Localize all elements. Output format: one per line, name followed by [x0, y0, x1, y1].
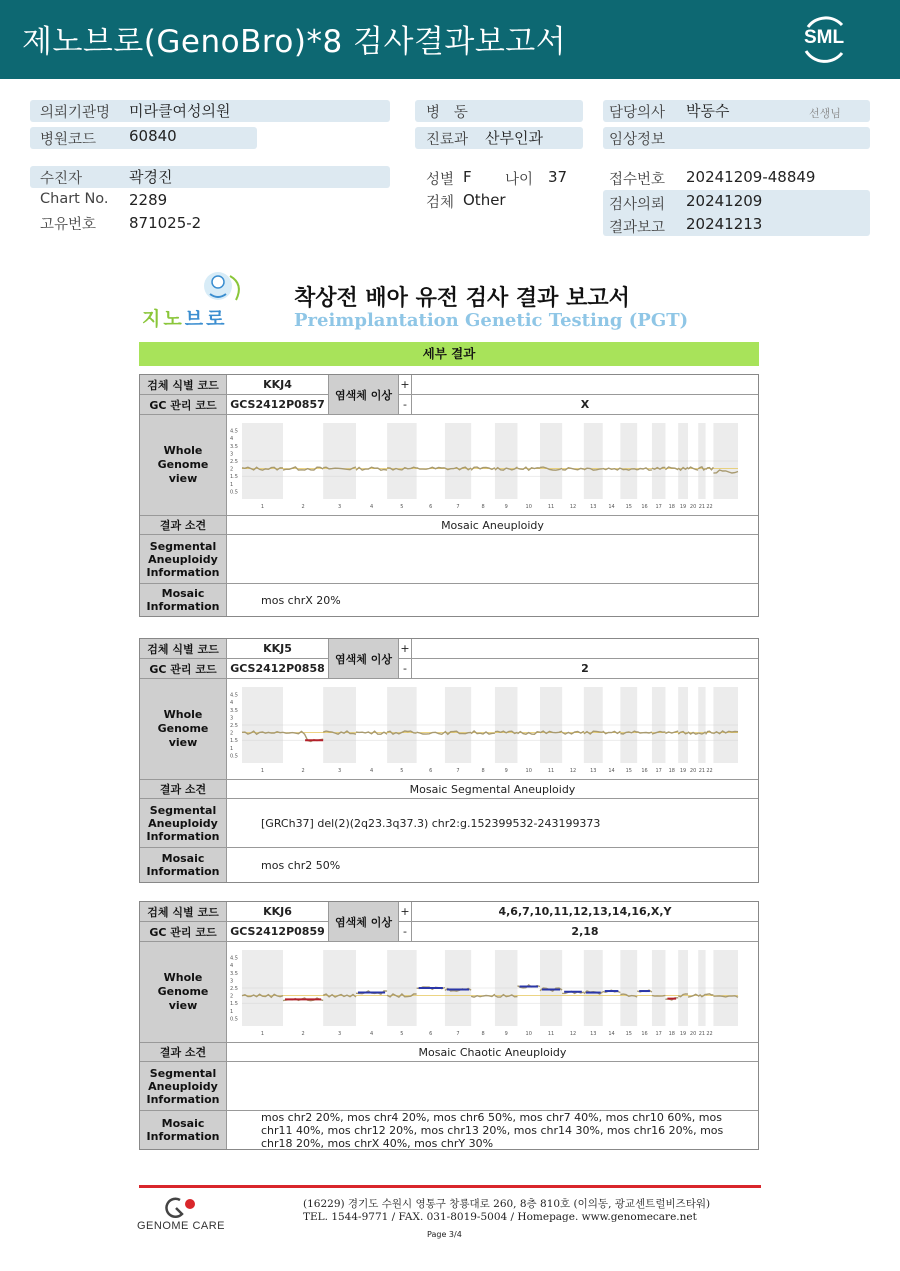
x-tick: 22 — [706, 768, 713, 774]
x-tick: 11 — [547, 504, 555, 510]
gc-code-row — [140, 659, 758, 679]
x-tick: 17 — [655, 504, 662, 510]
sex-value: F — [463, 168, 472, 186]
x-tick: 8 — [481, 1031, 485, 1037]
gc-code-value: GCS2412P0857 — [227, 395, 329, 414]
pgt-title: 착상전 배아 유전 검사 결과 보고서 — [294, 286, 630, 311]
sample-id-label: 검체 식별 코드 — [140, 902, 227, 921]
chart-no-value: 2289 — [129, 191, 168, 209]
x-tick: 1 — [260, 504, 265, 510]
hospital-code-value: 60840 — [129, 127, 177, 145]
y-tick: 3.5 — [230, 707, 238, 714]
y-tick: 0.5 — [230, 753, 238, 760]
y-tick: 4 — [230, 963, 234, 970]
x-tick: 7 — [456, 1031, 460, 1037]
cn-trace — [652, 995, 666, 996]
sample-id-value: KKJ6 — [227, 902, 329, 921]
genome-care-name: GENOME CARE — [137, 1220, 226, 1232]
institution-label: 의뢰기관명 — [40, 105, 111, 121]
segmental-value — [227, 535, 758, 583]
gain-value — [412, 375, 758, 394]
segmental-row — [140, 1062, 758, 1111]
x-tick: 18 — [668, 768, 675, 774]
genome-plot — [228, 417, 742, 511]
gc-code-value: GCS2412P0859 — [227, 922, 329, 941]
y-tick: 3 — [230, 978, 234, 985]
x-tick: 4 — [369, 768, 374, 774]
x-tick: 16 — [641, 768, 648, 774]
x-tick: 15 — [625, 768, 632, 774]
doctor-value: 박동수 — [686, 102, 730, 120]
footer-rule — [139, 1185, 761, 1188]
sample-table — [139, 374, 759, 617]
y-tick: 2 — [230, 730, 234, 737]
mosaic-row — [140, 848, 758, 882]
x-tick: 4 — [369, 1031, 374, 1037]
finding-row — [140, 780, 758, 799]
report-date-value: 20241213 — [686, 215, 763, 233]
gc-code-row — [140, 395, 758, 415]
x-tick: 13 — [590, 1031, 597, 1037]
x-tick: 19 — [679, 504, 687, 510]
x-tick: 17 — [655, 768, 662, 774]
unique-id-value: 871025-2 — [129, 214, 202, 232]
mosaic-row — [140, 1111, 758, 1149]
detail-results-bar: 세부 결과 — [139, 342, 759, 366]
x-tick: 8 — [481, 504, 485, 510]
sample-id-row — [140, 639, 758, 659]
x-tick: 15 — [625, 504, 632, 510]
dept-label: 진료과 — [426, 132, 469, 148]
gc-code-value: GCS2412P0858 — [227, 659, 329, 678]
patient-name-label: 수진자 — [40, 171, 83, 187]
finding-label: 결과 소견 — [140, 780, 227, 798]
segmental-row — [140, 799, 758, 848]
x-tick: 3 — [337, 768, 342, 774]
request-value: 20241209 — [686, 192, 763, 210]
x-tick: 6 — [429, 504, 433, 510]
gain-sign: + — [399, 375, 412, 394]
patient-name-value: 곽경진 — [129, 168, 173, 186]
sample-id-value: KKJ4 — [227, 375, 329, 394]
hospital-code-label: 병원코드 — [40, 132, 97, 148]
gain-sign: + — [399, 902, 412, 921]
gain-value: 4,6,7,10,11,12,13,14,16,X,Y — [498, 905, 672, 918]
genome-view-label: Whole Genome view — [140, 942, 227, 1042]
age-value: 37 — [548, 168, 568, 186]
genome-view-row — [140, 415, 758, 516]
x-tick: 10 — [525, 504, 532, 510]
sample-id-row — [140, 375, 758, 395]
segmental-value — [227, 1062, 758, 1110]
x-tick: 12 — [569, 504, 577, 510]
x-tick: 5 — [400, 1031, 404, 1037]
x-tick: 5 — [400, 504, 404, 510]
finding-row — [140, 1043, 758, 1062]
y-tick: 2.5 — [230, 723, 238, 729]
x-tick: 14 — [608, 768, 615, 774]
y-tick: 2 — [230, 466, 234, 473]
page-number: Page 3/4 — [427, 1230, 462, 1239]
y-tick: 3.5 — [230, 443, 238, 450]
mosaic-label: Mosaic Information — [140, 1111, 227, 1149]
chrom-abnormality-label: 염색체 이상 — [329, 375, 399, 415]
y-tick: 1.5 — [230, 1001, 238, 1008]
mosaic-label: Mosaic Information — [140, 584, 227, 616]
y-tick: 1 — [230, 481, 234, 488]
x-tick: 13 — [590, 504, 597, 510]
genome-view-label: Whole Genome view — [140, 679, 227, 779]
x-tick: 21 — [698, 1031, 706, 1037]
gc-code-label: GC 관리 코드 — [140, 659, 227, 678]
y-tick: 4 — [230, 436, 234, 443]
y-tick: 4.5 — [230, 955, 238, 962]
x-tick: 3 — [337, 504, 342, 510]
x-tick: 10 — [525, 768, 532, 774]
x-tick: 7 — [456, 504, 460, 510]
x-tick: 10 — [525, 1031, 532, 1037]
address-line: (16229) 경기도 수원시 영통구 창룡대로 260, 8층 810호 (이의동, 광교센트럴비즈타워) — [303, 1198, 711, 1210]
logo-text-blue: 브로 — [184, 308, 228, 330]
x-tick: 9 — [504, 768, 508, 774]
x-tick: 13 — [590, 768, 597, 774]
doctor-label: 담당의사 — [609, 105, 666, 121]
receipt-value: 20241209-48849 — [686, 168, 816, 186]
loss-value: 2 — [581, 662, 589, 675]
y-tick: 4 — [230, 700, 234, 707]
x-tick: 3 — [337, 1031, 342, 1037]
x-tick: 20 — [689, 504, 697, 510]
chrom-abnormality-label: 염색체 이상 — [329, 902, 399, 942]
dept-value: 산부인과 — [485, 129, 543, 147]
loss-value: X — [580, 398, 590, 411]
y-tick: 1.5 — [230, 474, 238, 481]
institution-value: 미라클여성의원 — [129, 102, 231, 120]
doctor-suffix: 선생님 — [809, 107, 841, 120]
sample-table — [139, 638, 759, 883]
x-tick: 19 — [679, 1031, 687, 1037]
loss-sign: - — [399, 395, 412, 414]
loss-value: 2,18 — [571, 925, 599, 938]
x-tick: 1 — [260, 1031, 265, 1037]
loss-sign: - — [399, 659, 412, 678]
report-date-label: 결과보고 — [609, 220, 666, 236]
segmental-label: Segmental Aneuploidy Information — [140, 535, 227, 583]
sample-table — [139, 901, 759, 1150]
segmental-label: Segmental Aneuploidy Information — [140, 799, 227, 847]
header-bar — [0, 0, 900, 79]
x-tick: 1 — [260, 768, 265, 774]
gc-code-label: GC 관리 코드 — [140, 922, 227, 941]
genome-view-row — [140, 679, 758, 780]
x-tick: 2 — [301, 1031, 305, 1037]
chart-no-label: Chart No. — [40, 191, 109, 207]
x-tick: 2 — [301, 768, 305, 774]
x-tick: 6 — [429, 1031, 433, 1037]
pill-patient-name — [30, 166, 390, 188]
segmental-row — [140, 535, 758, 584]
x-tick: 6 — [429, 768, 433, 774]
y-tick: 2 — [230, 993, 234, 1000]
x-tick: 11 — [547, 768, 555, 774]
y-tick: 4.5 — [230, 428, 238, 435]
footer-address — [303, 1198, 710, 1224]
x-tick: 5 — [400, 768, 404, 774]
y-tick: 0.5 — [230, 1016, 238, 1023]
x-tick: 22 — [706, 504, 713, 510]
y-tick: 3.5 — [230, 970, 238, 977]
sample-id-value: KKJ5 — [227, 639, 329, 658]
finding-row — [140, 516, 758, 535]
y-tick: 1 — [230, 745, 234, 752]
segmental-label: Segmental Aneuploidy Information — [140, 1062, 227, 1110]
genome-plot — [228, 681, 742, 775]
pgt-subtitle: Preimplantation Genetic Testing (PGT) — [294, 310, 689, 331]
x-tick: 20 — [689, 768, 697, 774]
gain-sign: + — [399, 639, 412, 658]
y-tick: 0.5 — [230, 489, 238, 496]
x-tick: 14 — [608, 504, 615, 510]
x-tick: 15 — [625, 1031, 632, 1037]
chrom-abnormality-label: 염색체 이상 — [329, 639, 399, 679]
mosaic-row — [140, 584, 758, 616]
sample-id-row — [140, 902, 758, 922]
gc-code-row — [140, 922, 758, 942]
finding-label: 결과 소견 — [140, 516, 227, 534]
mosaic-value: mos chr2 20%, mos chr4 20%, mos chr6 50%, mos chr7 40%, mos chr10 60%, mos chr11 40%, mos chr12 20%, mos chr13 20%, mos chr14 30%, mos chr16 20%, mos chr18 20%, mos chrX 40%, mos chrY 30% — [261, 1110, 724, 1150]
sml-logo: SML — [798, 13, 850, 65]
x-tick: 20 — [689, 1031, 697, 1037]
y-tick: 4.5 — [230, 692, 238, 699]
clinical-label: 임상정보 — [609, 132, 666, 148]
x-tick: 4 — [369, 504, 374, 510]
x-tick: 21 — [698, 768, 706, 774]
x-tick: 14 — [608, 1031, 615, 1037]
specimen-label: 검체 — [426, 195, 455, 211]
ward-label: 병 동 — [426, 105, 468, 121]
x-tick: 2 — [301, 504, 305, 510]
x-tick: 19 — [679, 768, 687, 774]
y-tick: 3 — [230, 715, 234, 722]
genobro-logo — [140, 270, 255, 332]
x-tick: 12 — [569, 1031, 577, 1037]
y-tick: 2.5 — [230, 986, 238, 992]
finding-label: 결과 소견 — [140, 1043, 227, 1061]
request-label: 검사의뢰 — [609, 197, 666, 213]
x-tick: 16 — [641, 1031, 648, 1037]
x-tick: 11 — [547, 1031, 555, 1037]
x-tick: 12 — [569, 768, 577, 774]
gc-code-label: GC 관리 코드 — [140, 395, 227, 414]
x-tick: 16 — [641, 504, 648, 510]
x-tick: 21 — [698, 504, 706, 510]
genome-view-label: Whole Genome view — [140, 415, 227, 515]
contact-line: TEL. 1544-9771 / FAX. 031-8019-5004 / Homepage. www.genomecare.net — [303, 1211, 697, 1223]
sex-label: 성별 — [426, 172, 455, 188]
y-tick: 3 — [230, 451, 234, 458]
x-tick: 18 — [668, 504, 675, 510]
x-tick: 8 — [481, 768, 485, 774]
sample-id-label: 검체 식별 코드 — [140, 375, 227, 394]
report-title: 제노브로(GenoBro)*8 검사결과보고서 — [22, 24, 567, 60]
y-tick: 1 — [230, 1008, 234, 1015]
age-label: 나이 — [505, 172, 534, 188]
x-tick: 9 — [504, 504, 508, 510]
loss-sign: - — [399, 922, 412, 941]
logo-text-green: 지노 — [142, 308, 185, 330]
sample-id-label: 검체 식별 코드 — [140, 639, 227, 658]
mosaic-label: Mosaic Information — [140, 848, 227, 882]
x-tick: 18 — [668, 1031, 675, 1037]
genome-plot — [228, 944, 742, 1038]
y-tick: 1.5 — [230, 738, 238, 745]
gain-value — [412, 639, 758, 658]
mosaic-value: mos chr2 50% — [261, 858, 341, 872]
unique-id-label: 고유번호 — [40, 217, 97, 233]
finding-value: Mosaic Aneuploidy — [441, 518, 544, 532]
x-tick: 22 — [706, 1031, 713, 1037]
mosaic-value: mos chrX 20% — [261, 593, 341, 607]
x-tick: 17 — [655, 1031, 662, 1037]
receipt-label: 접수번호 — [609, 172, 666, 188]
finding-value: Mosaic Segmental Aneuploidy — [409, 782, 576, 796]
x-tick: 7 — [456, 768, 460, 774]
genome-view-row — [140, 942, 758, 1043]
specimen-value: Other — [463, 191, 506, 209]
segmental-value: [GRCh37] del(2)(2q23.3q37.3) chr2:g.152399532-243199373 — [261, 816, 601, 830]
x-tick: 9 — [504, 1031, 508, 1037]
y-tick: 2.5 — [230, 459, 238, 465]
finding-value: Mosaic Chaotic Aneuploidy — [418, 1045, 567, 1059]
